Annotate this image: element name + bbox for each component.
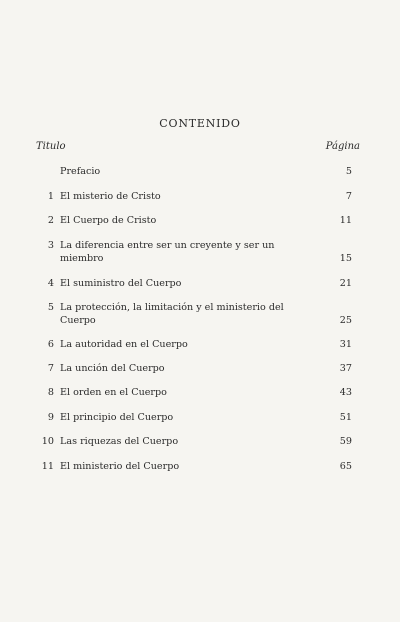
- entry-number: 3: [47, 240, 54, 251]
- entry-page: 65: [339, 461, 352, 472]
- entry-number: 7: [47, 363, 54, 374]
- entry-number: 9: [47, 412, 54, 423]
- toc-header-row: [36, 141, 360, 152]
- entry-page: 37: [339, 363, 352, 374]
- toc-title: CONTENIDO: [159, 117, 241, 130]
- entry-number: 2: [47, 215, 54, 226]
- entry-title: El suministro del Cuerpo: [60, 278, 182, 289]
- entry-title: La unción del Cuerpo: [60, 363, 165, 374]
- entry-title: La autoridad en el Cuerpo: [60, 339, 188, 350]
- entry-number: 10: [41, 436, 54, 447]
- entry-number: 11: [41, 461, 54, 472]
- column-page-label: Página: [325, 141, 360, 152]
- entry-title-line2: Cuerpo: [60, 315, 96, 326]
- entry-title: El principio del Cuerpo: [60, 412, 174, 423]
- column-title-label: Titulo: [36, 141, 66, 152]
- entry-title: El Cuerpo de Cristo: [60, 215, 157, 226]
- entry-page: 25: [339, 315, 352, 326]
- entry-title: El misterio de Cristo: [60, 191, 161, 202]
- entry-page: 59: [339, 436, 352, 447]
- entry-title: Las riquezas del Cuerpo: [60, 436, 179, 447]
- entry-title-line2: miembro: [60, 253, 104, 264]
- entry-number: 1: [47, 191, 54, 202]
- entry-page: 11: [339, 215, 352, 226]
- entry-title-line1: La protección, la limitación y el ministerio del: [60, 302, 284, 313]
- entry-page: 5: [345, 166, 352, 177]
- entry-number: 8: [47, 387, 54, 398]
- entry-title: El ministerio del Cuerpo: [60, 461, 180, 472]
- entry-number: 6: [47, 339, 54, 350]
- entry-number: 4: [47, 278, 54, 289]
- entry-number: 5: [47, 302, 54, 313]
- entry-title: El orden en el Cuerpo: [60, 387, 167, 398]
- entry-page: 51: [339, 412, 352, 423]
- entry-title: Prefacio: [60, 166, 101, 177]
- entry-page: 15: [339, 253, 352, 264]
- entry-page: 7: [345, 191, 352, 202]
- entry-title-line1: La diferencia entre ser un creyente y ser un: [60, 240, 275, 251]
- entry-page: 31: [339, 339, 352, 350]
- entry-page: 43: [339, 387, 352, 398]
- entry-page: 21: [339, 278, 352, 289]
